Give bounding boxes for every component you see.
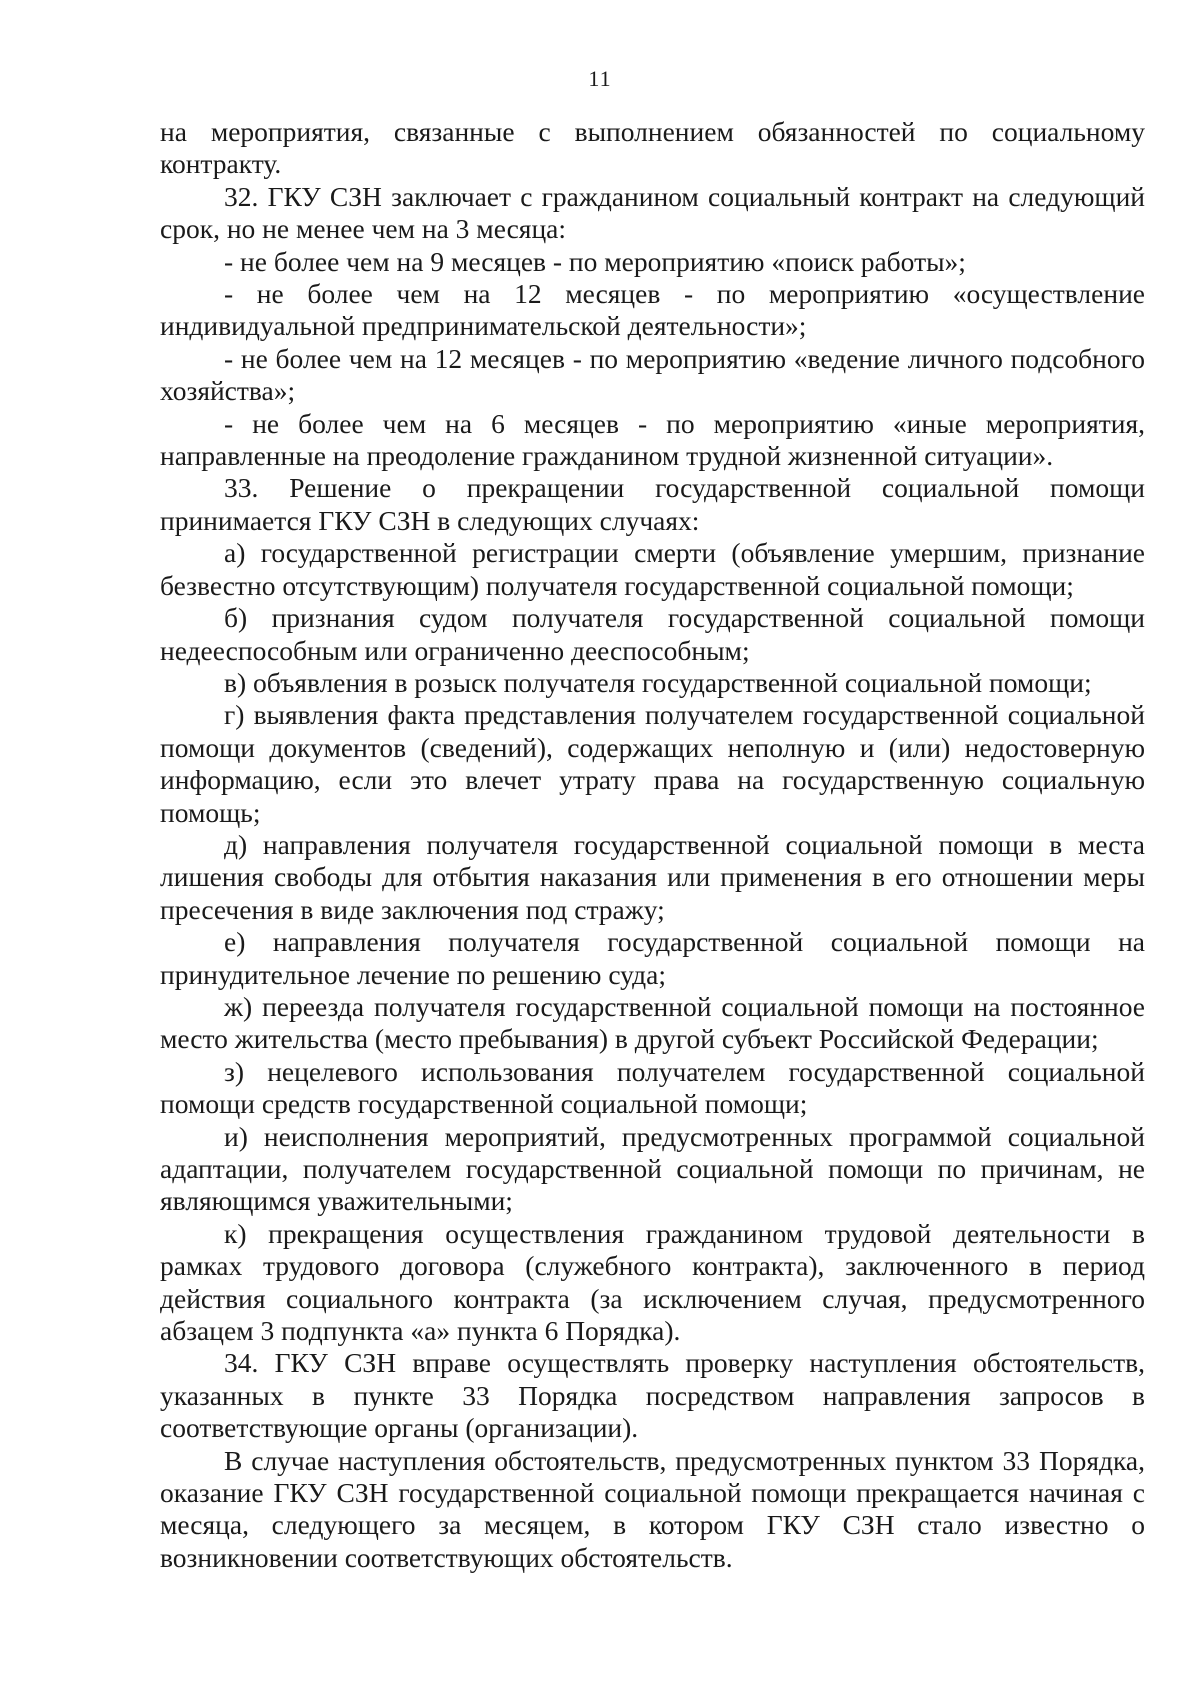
paragraph: и) неисполнения мероприятий, предусмотренных программой социальной адаптации, получателем государственной социальной помощи по причинам, не являющимся уважительными;	[160, 1120, 1145, 1217]
paragraph: - не более чем на 12 месяцев - по мероприятию «осуществление индивидуальной предпринимательской деятельности»;	[160, 278, 1145, 342]
paragraph: в) объявления в розыск получателя государственной социальной помощи;	[224, 666, 1092, 698]
paragraph: - не более чем на 6 месяцев - по мероприятию «иные мероприятия, направленные на преодоление гражданином трудной жизненной ситуации».	[160, 407, 1145, 472]
paragraph: 33. Решение о прекращении государственной социальной помощи принимается ГКУ СЗН в следующих случаях:	[160, 472, 1145, 536]
paragraph: 32. ГКУ СЗН заключает с гражданином социальный контракт на следующий срок, но не менее чем на 3 месяца:	[160, 180, 1145, 245]
page-number: 11	[588, 66, 612, 91]
paragraph: е) направления получателя государственной социальной помощи на принудительное лечение по решению суда;	[160, 926, 1145, 990]
paragraph: б) признания судом получателя государственной социальной помощи недееспособным или ограниченно дееспособным;	[160, 602, 1145, 666]
paragraph: д) направления получателя государственной социальной помощи в места лишения свободы для отбытия наказания или применения в его отношении меры пресечения в виде заключения под стражу;	[160, 828, 1145, 925]
paragraph: В случае наступления обстоятельств, предусмотренных пунктом 33 Порядка, оказание ГКУ СЗН государственной социальной помощи прекращается начиная с месяца, следующего за месяцем, в котором ГКУ СЗН стало известно о возникновении соответствующих обстоятельств.	[160, 1444, 1145, 1573]
paragraph: к) прекращения осуществления гражданином трудовой деятельности в рамках трудового договора (служебного контракта), заключенного в период действия социального контракта (за исключением случая, предусмотренного абзацем 3 подпункта «а» пункта 6 Порядка).	[160, 1217, 1145, 1347]
paragraph: - не более чем на 9 месяцев - по мероприятию «поиск работы»;	[224, 245, 966, 277]
paragraph: з) нецелевого использования получателем государственной социальной помощи средств государственной социальной помощи;	[160, 1055, 1145, 1120]
document-body	[160, 116, 1145, 1574]
paragraph: ж) переезда получателя государственной социальной помощи на постоянное место жительства (место пребывания) в другой субъект Российской Федерации;	[160, 990, 1145, 1055]
paragraph: а) государственной регистрации смерти (объявление умершим, признание безвестно отсутствующим) получателя государственной социальной помощи;	[160, 537, 1145, 601]
paragraph: г) выявления факта представления получателем государственной социальной помощи документов (сведений), содержащих неполную и (или) недостоверную информацию, если это влечет утрату права на государственную социальную помощь;	[160, 699, 1145, 828]
paragraph: 34. ГКУ СЗН вправе осуществлять проверку наступления обстоятельств, указанных в пункте 33 Порядка посредством направления запросов в соответствующие органы (организации).	[160, 1347, 1145, 1444]
paragraph: - не более чем на 12 месяцев - по мероприятию «ведение личного подсобного хозяйства»;	[160, 342, 1145, 407]
paragraph: на мероприятия, связанные с выполнением обязанностей по социальному контракту.	[160, 116, 1145, 180]
